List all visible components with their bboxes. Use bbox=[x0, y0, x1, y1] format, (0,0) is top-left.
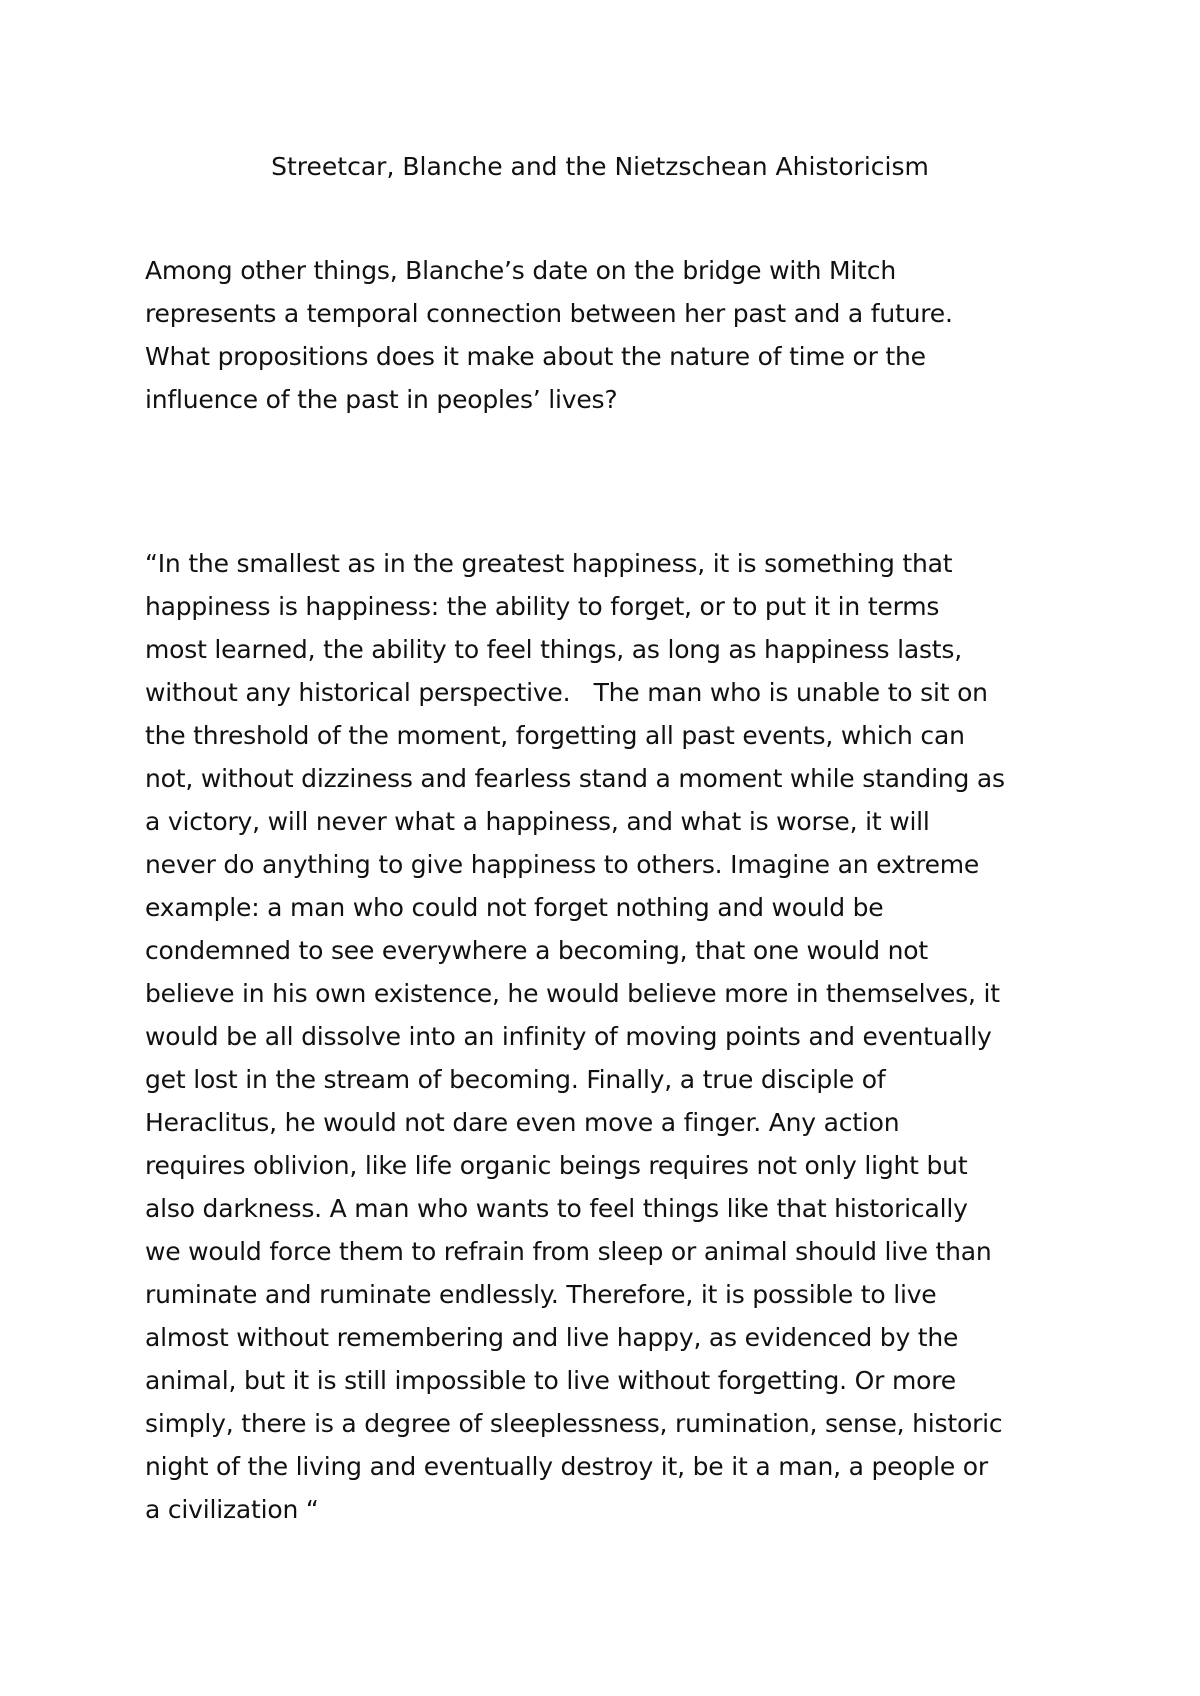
quote-line: condemned to see everywhere a becoming, that one would not bbox=[145, 936, 929, 965]
quote-line: believe in his own existence, he would believe more in themselves, it bbox=[145, 979, 1000, 1008]
quote-line: get lost in the stream of becoming. Finally, a true disciple of bbox=[145, 1065, 886, 1094]
quote-line: requires oblivion, like life organic beings requires not only light but bbox=[145, 1151, 968, 1180]
quote-line: Heraclitus, he would not dare even move a finger. Any action bbox=[145, 1108, 900, 1137]
question-line: influence of the past in peoples’ lives? bbox=[145, 385, 618, 414]
quote-line: a civilization “ bbox=[145, 1495, 319, 1524]
quote-line: ruminate and ruminate endlessly. Therefore, it is possible to live bbox=[145, 1280, 937, 1309]
quote-line: happiness is happiness: the ability to forget, or to put it in terms bbox=[145, 592, 940, 621]
quote-line: animal, but it is still impossible to live without forgetting. Or more bbox=[145, 1366, 956, 1395]
quote-line: example: a man who could not forget nothing and would be bbox=[145, 893, 884, 922]
quote-line: not, without dizziness and fearless stand a moment while standing as bbox=[145, 764, 1005, 793]
quote-line: most learned, the ability to feel things, as long as happiness lasts, bbox=[145, 635, 962, 664]
quote-line: we would force them to refrain from sleep or animal should live than bbox=[145, 1237, 992, 1266]
question-line: What propositions does it make about the nature of time or the bbox=[145, 342, 926, 371]
quote-line: would be all dissolve into an infinity of moving points and eventually bbox=[145, 1022, 992, 1051]
quote-line: almost without remembering and live happy, as evidenced by the bbox=[145, 1323, 959, 1352]
quote-paragraph bbox=[145, 542, 1065, 1531]
question-paragraph bbox=[145, 249, 1065, 421]
quote-line: never do anything to give happiness to others. Imagine an extreme bbox=[145, 850, 980, 879]
quote-line: a victory, will never what a happiness, and what is worse, it will bbox=[145, 807, 930, 836]
quote-line: night of the living and eventually destroy it, be it a man, a people or bbox=[145, 1452, 988, 1481]
question-line: represents a temporal connection between her past and a future. bbox=[145, 299, 953, 328]
quote-line: “In the smallest as in the greatest happiness, it is something that bbox=[145, 549, 953, 578]
document-title: Streetcar, Blanche and the Nietzschean Ahistoricism bbox=[271, 152, 929, 181]
quote-line: simply, there is a degree of sleeplessness, rumination, sense, historic bbox=[145, 1409, 1003, 1438]
question-line: Among other things, Blanche’s date on the bridge with Mitch bbox=[145, 256, 896, 285]
quote-line: without any historical perspective. The man who is unable to sit on bbox=[145, 678, 988, 707]
quote-line: also darkness. A man who wants to feel things like that historically bbox=[145, 1194, 968, 1223]
quote-line: the threshold of the moment, forgetting all past events, which can bbox=[145, 721, 965, 750]
